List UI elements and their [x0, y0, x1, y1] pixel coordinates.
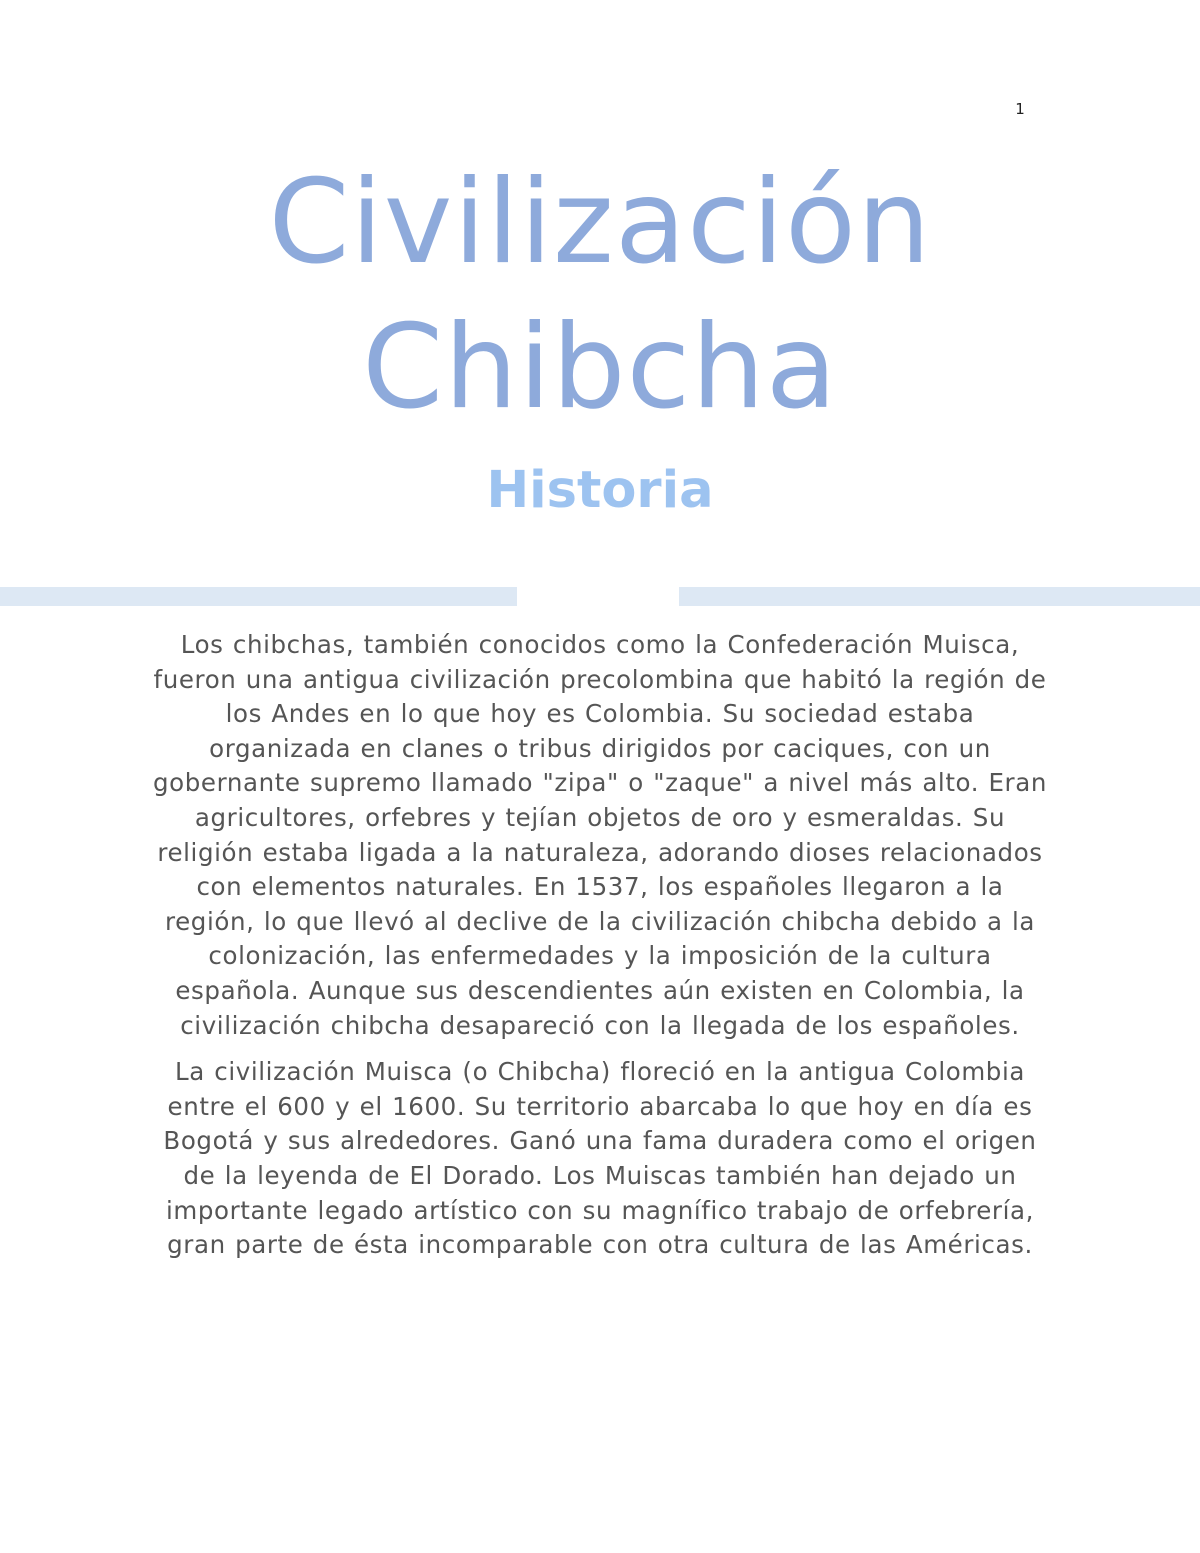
- document-title: [0, 150, 1200, 440]
- body-text: [150, 628, 1050, 1275]
- title-line-2: Chibcha: [362, 300, 838, 435]
- paragraph-1: Los chibchas, también conocidos como la Confederación Muisca, fueron una antigua civilización precolombina que habitó la región de los Andes en lo que hoy es Colombia. Su sociedad estaba organizada en clanes o tribus dirigidos por caciques, con un gobernante supremo llamado "zipa" o "zaque" a nivel más alto. Eran agricultores, orfebres y tejían objetos de oro y esmeraldas. Su religión estaba ligada a la naturaleza, adorando dioses relacionados con elementos naturales. En 1537, los españoles llegaron a la región, lo que llevó al declive de la civilización chibcha debido a la colonización, las enfermedades y la imposición de la cultura española. Aunque sus descendientes aún existen en Colombia, la civilización chibcha desapareció con la llegada de los españoles.: [153, 630, 1047, 1040]
- paragraph-2: La civilización Muisca (o Chibcha) floreció en la antigua Colombia entre el 600 y el 1600. Su territorio abarcaba lo que hoy en día es Bogotá y sus alrededores. Ganó una fama duradera como el origen de la leyenda de El Dorado. Los Muiscas también han dejado un importante legado artístico con su magnífico trabajo de orfebrería, gran parte de ésta incomparable con otra cultura de las Américas.: [163, 1057, 1037, 1260]
- page-number: 1: [1015, 100, 1025, 118]
- divider-right: [679, 587, 1200, 606]
- document-subtitle: Historia: [486, 461, 714, 520]
- divider-left: [0, 587, 517, 606]
- title-line-1: Civilización: [268, 155, 932, 290]
